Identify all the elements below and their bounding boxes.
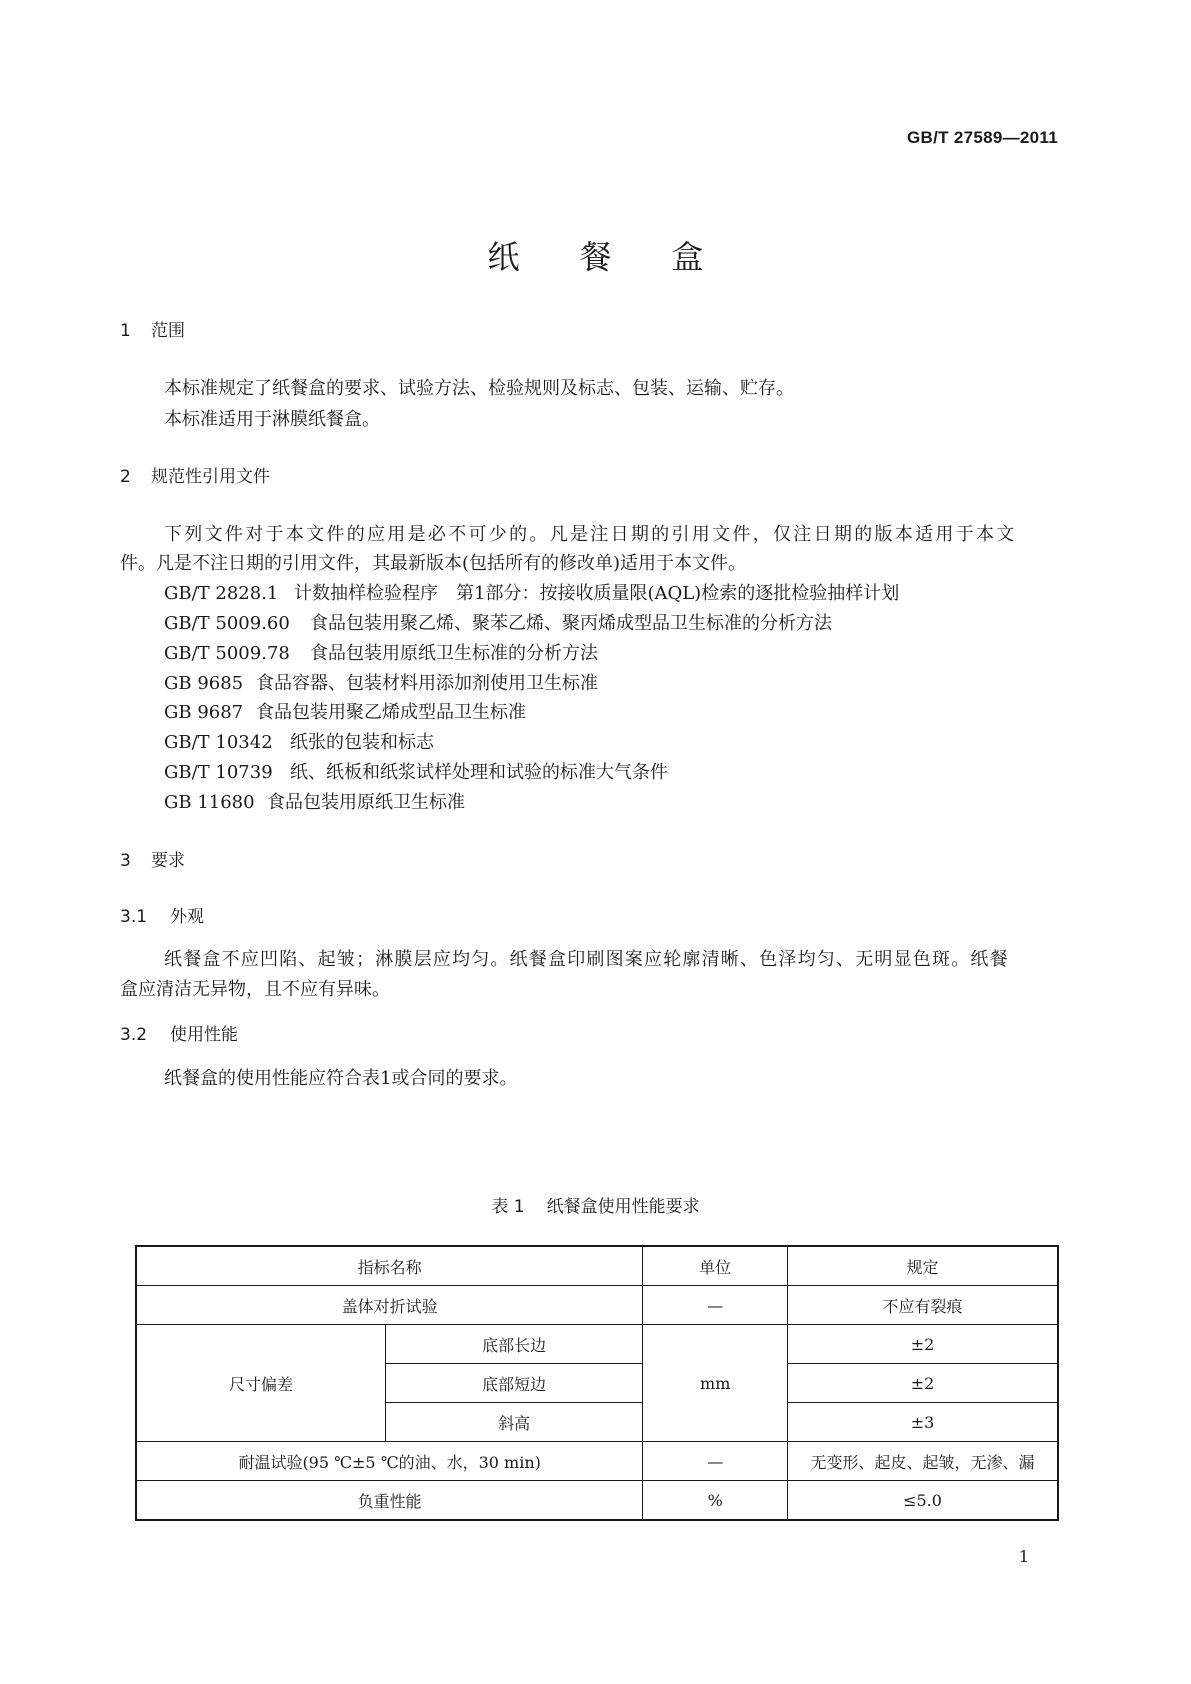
table-row [136,1442,1058,1481]
table-caption [0,1192,1191,1217]
reference-item [164,758,668,784]
section-number: 2 [120,467,131,487]
cell-name: 负重性能 [136,1481,643,1521]
reference-title: 食品容器、包装材料用添加剂使用卫生标准 [256,673,598,694]
cell-name: 尺寸偏差 [136,1325,385,1442]
section-3-1-line-2: 盒应清洁无异物，且不应有异味。 [120,979,390,1000]
reference-code: GB/T 10739 [164,762,273,783]
reference-code: GB 9687 [164,702,244,723]
section-3-heading [120,846,185,871]
section-number: 3 [120,851,131,871]
section-3-1-line-1: 纸餐盒不应凹陷、起皱；淋膜层应均匀。纸餐盒印刷图案应轮廓清晰、色泽均匀、无明显色斑。纸餐 [164,949,1009,970]
cell-unit: — [643,1442,788,1481]
section-3-2-text: 纸餐盒的使用性能应符合表1或合同的要求。 [164,1068,518,1089]
table-caption-title: 纸餐盒使用性能要求 [546,1197,700,1217]
cell-subname: 斜高 [385,1403,642,1442]
section-1-paragraph-2: 本标准适用于淋膜纸餐盒。 [164,409,380,430]
section-3-1-heading [120,902,204,927]
cell-spec: ≤5.0 [788,1481,1058,1521]
section-3-2-heading [120,1020,238,1045]
cell-spec: ±2 [788,1325,1058,1364]
cell-subname: 底部短边 [385,1364,642,1403]
reference-code: GB/T 2828.1 [164,583,279,604]
cell-unit: % [643,1481,788,1521]
standard-code: GB/T 27589—2011 [907,128,1058,147]
reference-item [164,669,598,695]
reference-code: GB/T 5009.78 [164,643,290,664]
table-row [136,1481,1058,1521]
cell-name: 盖体对折试验 [136,1286,643,1325]
header-spec: 规定 [788,1246,1058,1286]
cell-name: 耐温试验(95 ℃±5 ℃的油、水，30 min) [136,1442,643,1481]
section-title: 规范性引用文件 [151,467,270,487]
cell-spec: 无变形、起皮、起皱，无渗、漏 [788,1442,1058,1481]
reference-item [164,698,526,724]
section-number: 1 [120,321,131,341]
table-caption-number: 表 1 [491,1197,525,1217]
reference-item [164,728,434,754]
reference-item [164,639,598,665]
reference-title: 食品包装用原纸卫生标准的分析方法 [310,643,598,664]
reference-code: GB 9685 [164,673,244,694]
page-title: 纸餐盒 [487,238,764,276]
reference-code: GB/T 10342 [164,732,273,753]
cell-subname: 底部长边 [385,1325,642,1364]
header-name: 指标名称 [136,1246,643,1286]
section-number: 3.2 [120,1025,148,1045]
reference-code: GB 11680 [164,792,255,813]
header-unit: 单位 [643,1246,788,1286]
section-title: 范围 [151,321,185,341]
reference-code: GB/T 5009.60 [164,613,290,634]
section-title: 要求 [151,851,185,871]
reference-item [164,609,832,635]
section-title: 外观 [170,907,204,927]
reference-item [164,788,465,814]
section-2-heading [120,462,270,487]
performance-table [135,1245,1059,1521]
table-row [136,1325,1058,1364]
table-header-row [136,1246,1058,1286]
cell-unit: mm [643,1325,788,1442]
reference-title: 纸张的包装和标志 [290,732,434,753]
cell-spec: ±3 [788,1403,1058,1442]
reference-title: 食品包装用聚乙烯、聚苯乙烯、聚丙烯成型品卫生标准的分析方法 [310,613,832,634]
cell-unit: — [643,1286,788,1325]
reference-title: 纸、纸板和纸浆试样处理和试验的标准大气条件 [290,762,668,783]
reference-item [164,579,899,605]
section-1-paragraph-1: 本标准规定了纸餐盒的要求、试验方法、检验规则及标志、包装、运输、贮存。 [164,378,794,399]
page-number: 1 [1018,1547,1029,1566]
section-number: 3.1 [120,907,148,927]
cell-spec: ±2 [788,1364,1058,1403]
reference-title: 食品包装用原纸卫生标准 [267,792,465,813]
section-title: 使用性能 [170,1025,238,1045]
cell-spec: 不应有裂痕 [788,1286,1058,1325]
section-2-intro-line-2: 件。凡是不注日期的引用文件，其最新版本(包括所有的修改单)适用于本文件。 [120,553,747,574]
section-1-heading [120,316,185,341]
reference-title: 计数抽样检验程序 第1部分：按接收质量限(AQL)检索的逐批检验抽样计划 [294,583,900,604]
table-row [136,1286,1058,1325]
section-2-intro-line-1: 下列文件对于本文件的应用是必不可少的。凡是注日期的引用文件，仅注日期的版本适用于本文 [164,524,1017,545]
reference-title: 食品包装用聚乙烯成型品卫生标准 [256,702,526,723]
